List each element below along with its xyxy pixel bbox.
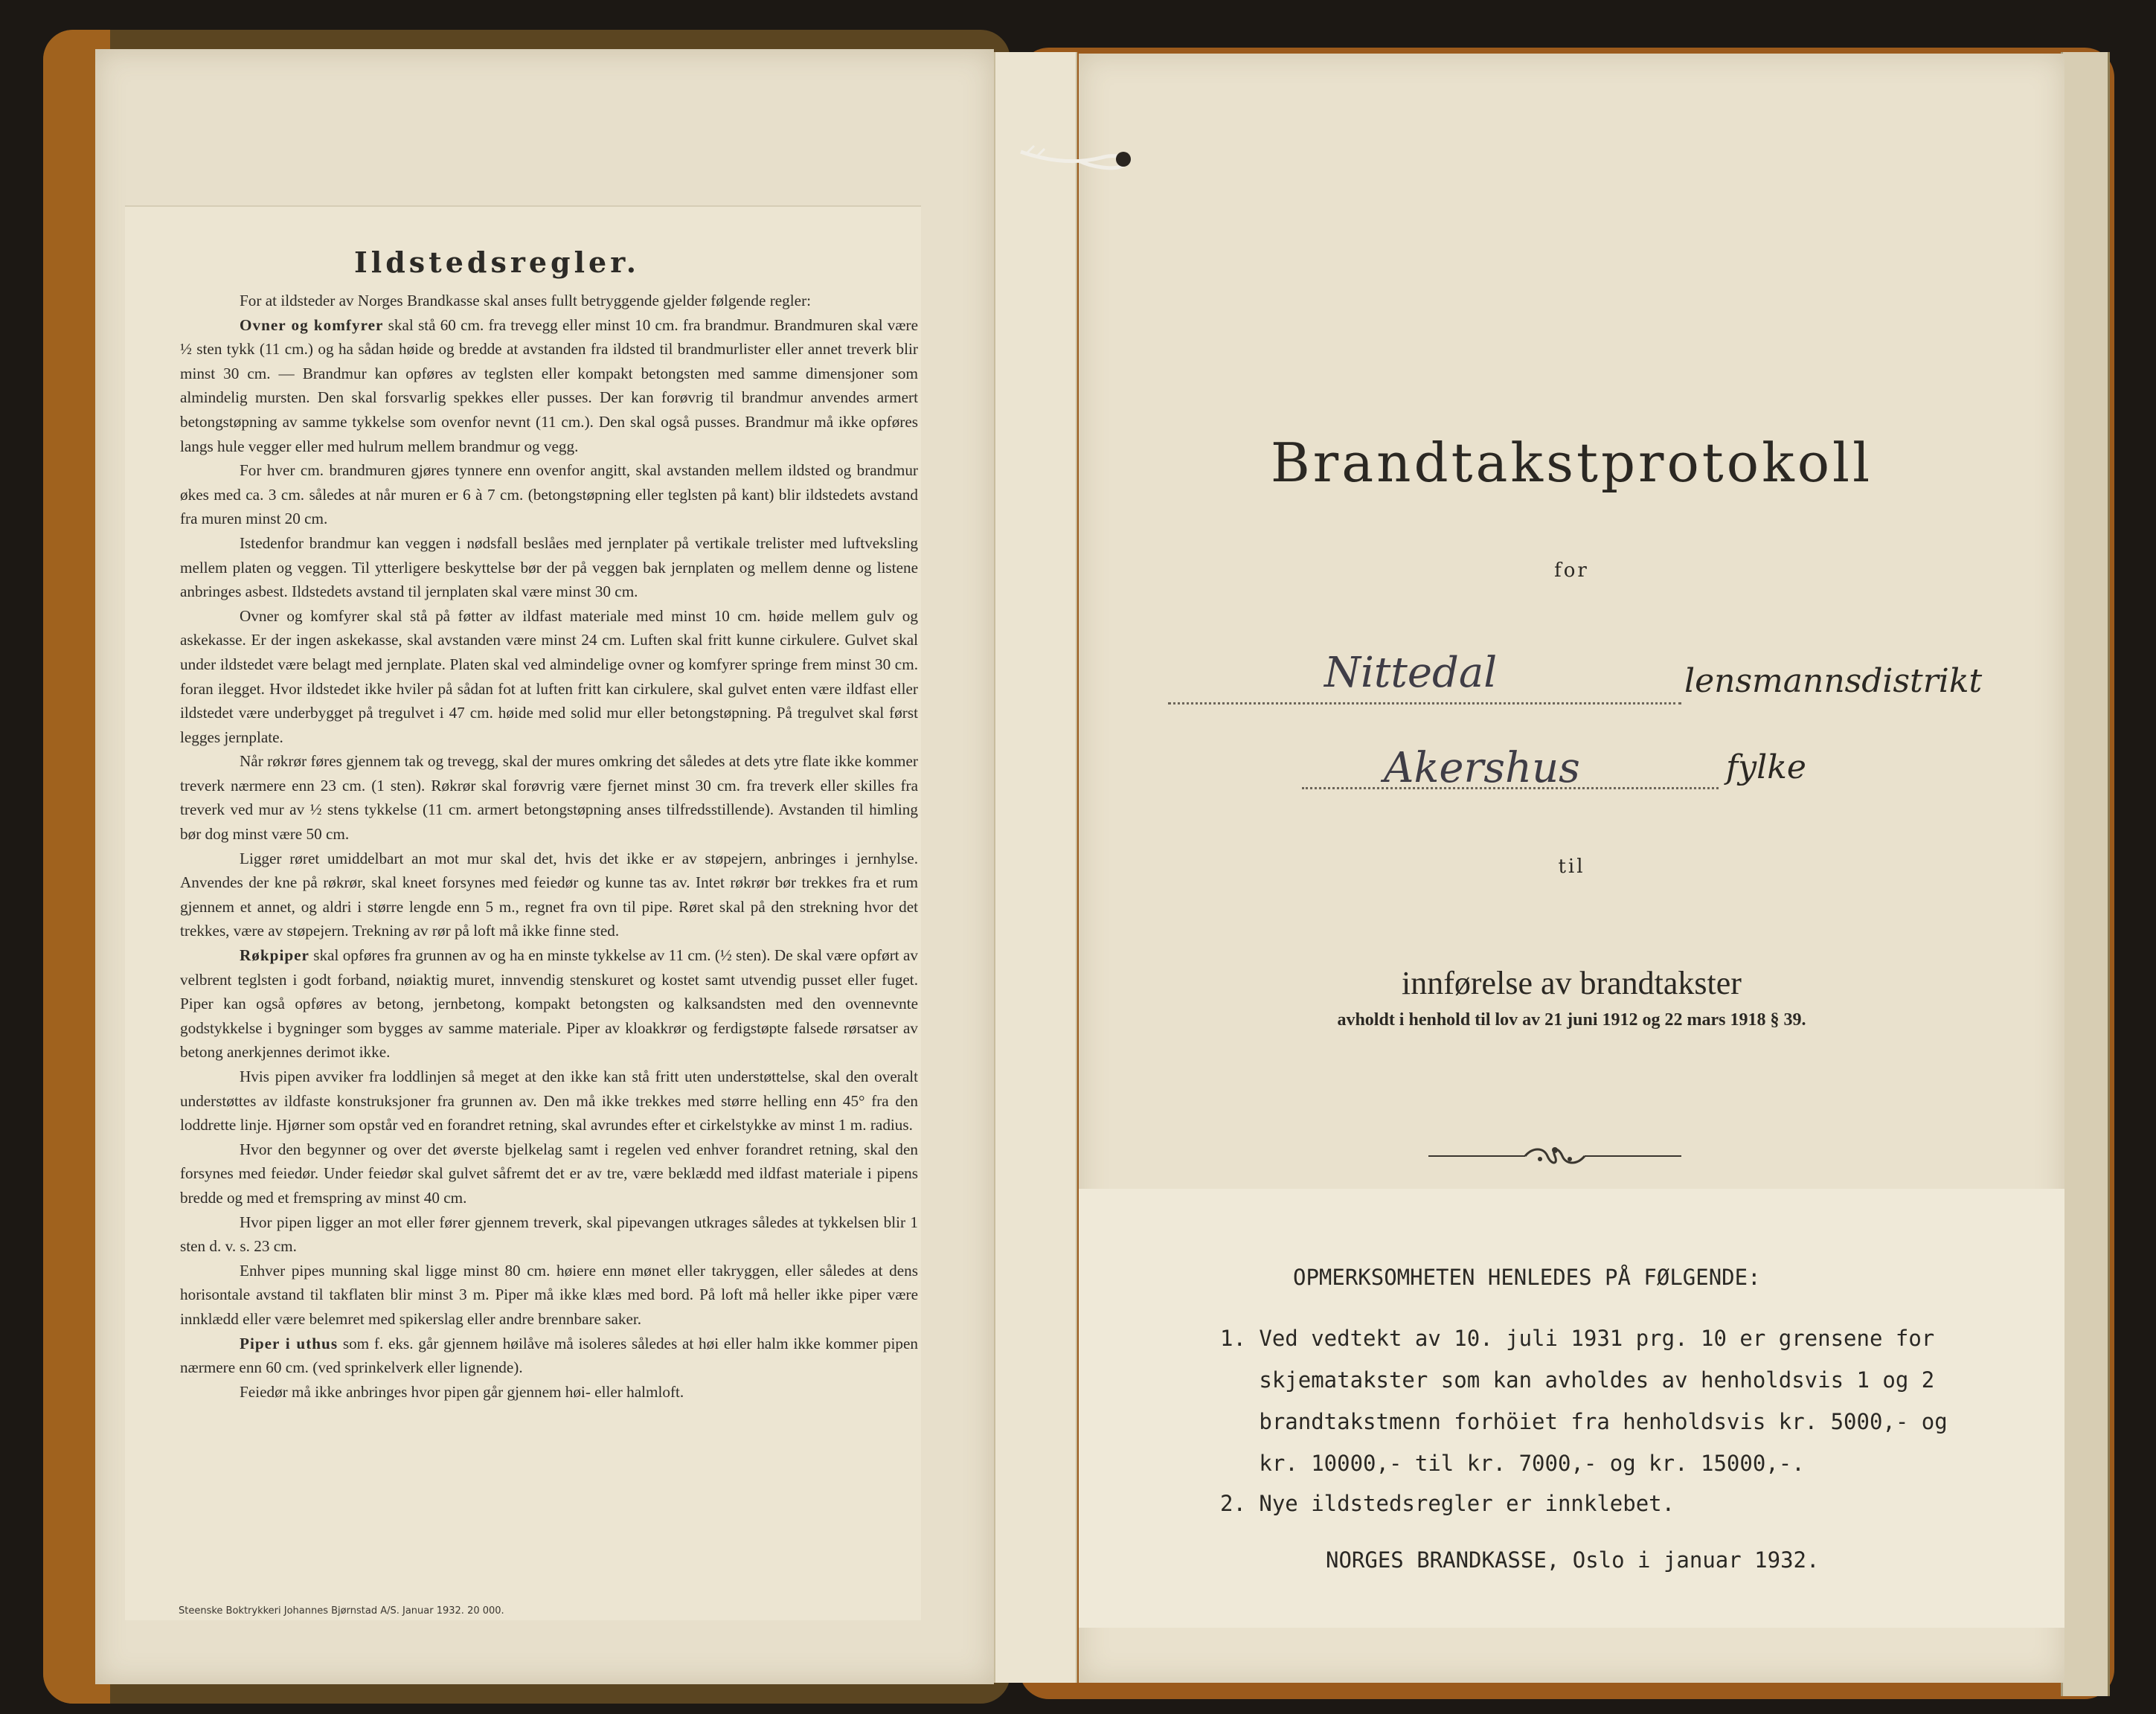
rules-paragraph xyxy=(180,1210,918,1259)
rules-paragraph xyxy=(180,1065,918,1137)
main-heading: innførelse av brandtakster xyxy=(1402,965,1742,1001)
page-stack-edge xyxy=(2061,52,2110,1696)
rules-paragraph xyxy=(180,458,918,531)
book-gutter xyxy=(994,52,1077,1683)
document-title: Brandtakstprotokoll xyxy=(1270,431,1873,494)
rules-paragraph xyxy=(180,531,918,604)
notice-item1-line3: brandtakstmenn forhöiet fra henholdsvis kr. 5000,- og xyxy=(1220,1409,1948,1434)
rules-paragraph-text: Feiedør må ikke anbringes hvor pipen går gjennem høi- eller halmloft. xyxy=(240,1382,684,1401)
notice-item1-line1: 1. Ved vedtekt av 10. juli 1931 prg. 10 er grensene for xyxy=(1220,1326,1935,1351)
district-handwritten: Nittedal xyxy=(1324,649,1498,697)
rules-paragraph-lead: Røkpiper xyxy=(240,946,309,965)
rules-paragraph xyxy=(180,943,918,1065)
rules-paragraph xyxy=(180,313,918,459)
rules-text xyxy=(180,289,918,1404)
rules-paragraph xyxy=(180,1259,918,1332)
district-label: lensmannsdistrikt xyxy=(1684,662,1983,700)
main-subheading: avholdt i henhold til lov av 21 juni 1912 og 22 mars 1918 § 39. xyxy=(1337,1010,1806,1030)
rules-paragraph-text: Ovner og komfyrer skal stå på føtter av ildfast materiale med minst 10 cm. høide mellem gulv og askekasse. Er der ingen askekasse, skal avstanden være minst 24 cm. Luften skal fritt kunne cirkulere. Gulvet skal under ildstedet være belagt med jernplate. Platen skal ved almindelige ovner og komfyrer springe frem minst 30 cm. foran ilegget. Hvor ildstedet ikke hviler på sådan fot at luften fritt kan cirkulere, skal gulvet enten være ildfast eller ildstedet være underbygget på tregulvet i 47 cm. høide med solid mur eller betongstøpning. På tregulvet skal først legges jernplate. xyxy=(180,606,918,746)
notice-title: OPMERKSOMHETEN HENLEDES PÅ FØLGENDE: xyxy=(1293,1265,1761,1290)
rules-paragraph-text: Enhver pipes munning skal ligge minst 80 cm. høiere enn mønet eller takryggen, eller således at dens horisontale avstand til takflaten blir minst 3 m. Piper må ikke klæs med bord. På loft må heller ikke piper være innklædd eller være belemret med spikerslag eller andre brennbare saker. xyxy=(180,1261,918,1328)
printer-imprint: Steenske Boktrykkeri Johannes Bjørnstad A/S. Januar 1932. 20 000. xyxy=(179,1605,504,1617)
rules-paragraph-text: Hvis pipen avviker fra loddlinjen så meget at den ikke kan stå fritt uten understøttelse, skal den overalt understøttes av ildfaste konstruksjoner fra grunnen av. Den må ikke trekkes med større helling enn 45° fra den loddrette linje. Hjørner som opstår ved en forandret retning, skal avrundes efter et cirkelstykke av minst 1 m. radius. xyxy=(180,1068,918,1134)
rules-paragraph xyxy=(180,1137,918,1210)
notice-item2: 2. Nye ildstedsregler er innklebet. xyxy=(1220,1491,1675,1516)
rules-paragraph xyxy=(180,1380,918,1405)
rules-paragraph-text: skal opføres fra grunnen av og ha en minste tykkelse av 11 cm. (½ sten). De skal være opført av velbrent teglsten i godt forband, nøiaktig muret, innvendig stenskuret og kostet samt utvendig pusset eller fuget. Piper kan også opføres av betong, jernbetong, kompakt betongsten og kalksandsten med den ovennevnte godstykkelse i bygninger som bygges av samme materiale. Piper av kloakkrør og ferdigstøpte falsede rørsatser av betong anerkjennes derimot ikke. xyxy=(180,946,918,1062)
rules-paragraph xyxy=(180,1332,918,1380)
rules-paragraph-text: skal stå 60 cm. fra trevegg eller minst 10 cm. fra brandmur. Brandmuren skal være ½ sten tykk (11 cm.) og ha sådan høide og bredde at avstanden fra ildsted til brandmurlister eller annet treverk blir minst 30 cm. — Brandmur kan opføres av teglsten eller kompakt betongsten med samme dimensjoner som almindelig mursten. Den skal forsvarlig spekkes eller pusses. Der kan forøvrig til brandmur anvendes armert betongstøpning av samme tykkelse som ovenfor nevnt (11 cm.). Den skal også pusses. Brandmur må ikke opføres langs hule vegger eller med hulrum mellem brandmur og vegg. xyxy=(180,315,918,455)
rules-paragraph-text: Når røkrør føres gjennem tak og trevegg, skal der mures omkring det således at dets ytre flate ikke kommer treverk nærmere enn 23 cm. (1 sten). Røkrør skal forøvrig være fjernet minst 30 cm. fra treverk eller skilles fra treverk ved mur av ½ stens tykkelse (11 cm. armert betongstøpning anses tilfredsstillende). Avstanden til himling bør dog minst være 50 cm. xyxy=(180,752,918,844)
binding-string-icon xyxy=(1019,143,1131,173)
notice-item1-line2: skjematakster som kan avholdes av henholdsvis 1 og 2 xyxy=(1220,1367,1935,1393)
rules-title: Ildstedsregler. xyxy=(353,245,640,279)
rules-paragraph-text: som f. eks. går gjennem høilåve må isoleres således at høi eller halm ikke kommer pipen nærmere enn 60 cm. (ved sprinkelverk eller lignende). xyxy=(180,1334,918,1377)
notice-signature: NORGES BRANDKASSE, Oslo i januar 1932. xyxy=(1326,1547,1820,1573)
rules-paragraph-text: Hvor den begynner og over det øverste bjelkelag samt i regelen ved enhver forandret retning, skal den forsynes med feiedør. Under feiedør skal gulvet såfremt det er av tre, være beklædd med ildfast materiale i pipens bredde og med et fremspring av minst 40 cm. xyxy=(180,1140,918,1207)
rules-paragraph xyxy=(180,749,918,846)
rules-paragraph-text: Istedenfor brandmur kan veggen i nødsfall beslåes med jernplater på vertikale trelister med luftveksling mellem platen og veggen. Til ytterligere beskyttelse bør der på veggen bak jernplaten og mellem denne og listene anbringes asbest. Ildstedets avstand til jernplaten skal være minst 30 cm. xyxy=(180,533,918,601)
notice-item1-line4: kr. 10000,- til kr. 7000,- og kr. 15000,-. xyxy=(1220,1451,1805,1476)
til-label: til xyxy=(1558,856,1585,878)
rules-paragraph xyxy=(180,604,918,750)
county-line xyxy=(1302,787,1719,789)
rules-paragraph-lead: Piper i uthus xyxy=(240,1334,339,1352)
rules-paragraph-text: For hver cm. brandmuren gjøres tynnere enn ovenfor angitt, skal avstanden mellem ildsted og brandmur økes med ca. 3 cm. således at når muren er 6 à 7 cm. (betongstøpning eller teglsten på kant) blir ildstedets avstand fra muren minst 20 cm. xyxy=(180,461,918,528)
rules-paragraph-text: Ligger røret umiddelbart an mot mur skal det, hvis det ikke er av støpejern, anbringes i jernhylse. Anvendes der kne på røkrør, skal kneet forsynes med feiedør og kunne tas av. Intet røkrør bør trekkes fra et rum gjennem et annet, og aldri i større lengde enn 5 m., regnet fra ovn til pipe. Røret skal på den strekning hvor det trekkes, være av støpejern. Trekning av rør på loft må ikke finne sted. xyxy=(180,849,918,940)
rules-paragraph xyxy=(180,289,918,313)
rules-paragraph-lead: Ovner og komfyrer xyxy=(240,315,384,334)
county-handwritten: Akershus xyxy=(1384,744,1580,792)
rules-paragraph-text: For at ildsteder av Norges Brandkasse skal anses fullt betryggende gjelder følgende regler: xyxy=(240,292,812,309)
district-line xyxy=(1168,702,1681,704)
ornament-divider-icon xyxy=(1428,1141,1681,1171)
county-label: fylke xyxy=(1726,748,1806,786)
rules-paragraph xyxy=(180,847,918,943)
rules-paragraph-text: Hvor pipen ligger an mot eller fører gjennem treverk, skal pipevangen utkrages således at tykkelsen blir 1 sten d. v. s. 23 cm. xyxy=(180,1213,918,1256)
for-label: for xyxy=(1554,559,1589,582)
